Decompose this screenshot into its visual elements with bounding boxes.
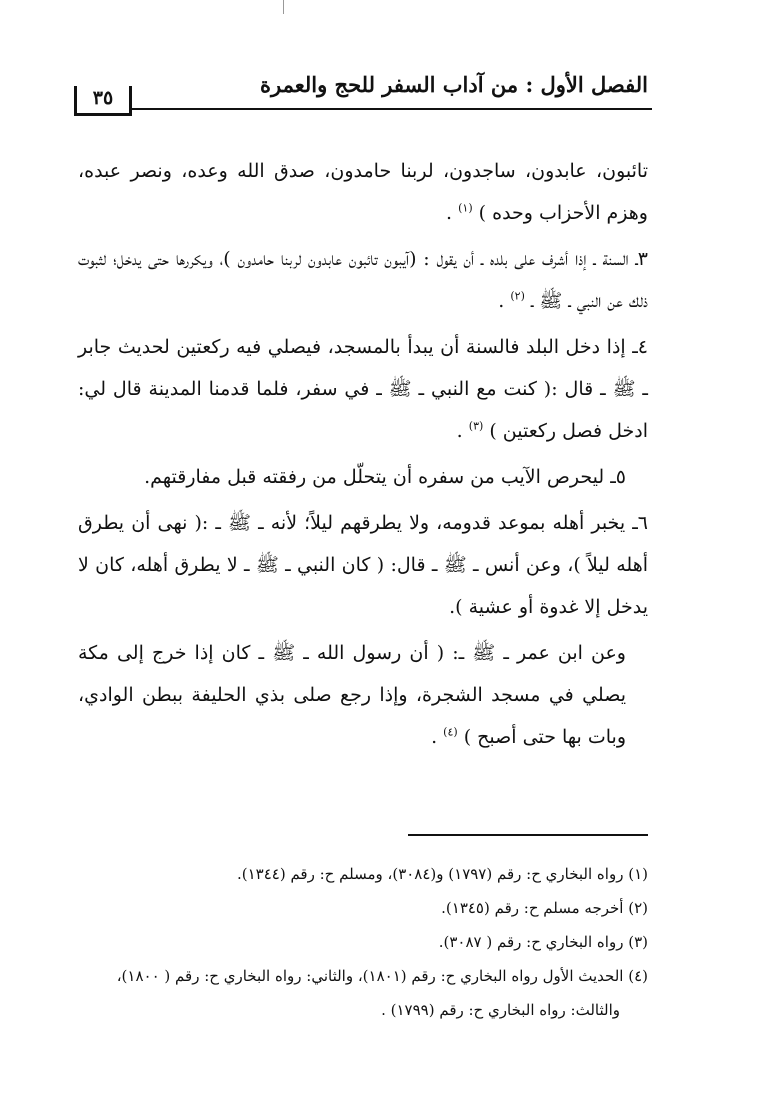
paragraph-text: وعن ابن عمر ـ ﷺ ـ: ( أن رسول الله ـ ﷺ ـ كان إذا خرج إلى مكة يصلي في مسجد الشجرة، وإذا رجع صلى بذي الحليفة ببطن الوادي، وبات بها حتى أصبح ) xyxy=(78,642,626,748)
paragraph xyxy=(78,456,648,498)
footnote-ref: (٤) xyxy=(443,725,458,739)
footnote: (٤) الحديث الأول رواه البخاري ح: رقم (١٨٠١)، والثاني: رواه البخاري ح: رقم ( ١٨٠٠)، xyxy=(116,967,648,985)
paragraph-end: . xyxy=(456,420,463,442)
paragraph-end: . xyxy=(431,726,438,748)
paragraph xyxy=(78,238,648,322)
footnote-ref: (٢) xyxy=(510,289,525,303)
paragraph xyxy=(78,326,648,452)
paragraph-text: ٥ـ ليحرص الآيب من سفره أن يتحلّل من رفقته قبل مفارقتهم. xyxy=(144,466,626,488)
footnote-continuation: والثالث: رواه البخاري ح: رقم (١٧٩٩) . xyxy=(381,1001,620,1019)
paragraph-end: . xyxy=(498,290,505,312)
footnote-ref: (٣) xyxy=(468,419,484,433)
paragraph-text: ٦ـ يخبر أهله بموعد قدومه، ولا يطرقهم ليلاً؛ لأنه ـ ﷺ ـ :( نهى أن يطرق أهله ليلاً )، وعن أنس ـ ﷺ ـ قال: ( كان النبي ـ ﷺ ـ لا يطرق أهله، كان لا يدخل إلا غدوة أو عشية ). xyxy=(78,512,648,618)
page-number-box xyxy=(74,86,132,116)
chapter-title: الفصل الأول : من آداب السفر للحج والعمرة xyxy=(259,72,648,97)
paragraph xyxy=(78,632,648,758)
paragraph-end: . xyxy=(446,202,453,224)
header-rule xyxy=(132,108,652,110)
footnote: (٣) رواه البخاري ح: رقم ( ٣٠٨٧). xyxy=(438,933,648,951)
page-header xyxy=(74,64,652,124)
scan-mark xyxy=(283,0,284,14)
page-number: ٣٥ xyxy=(92,87,114,109)
paragraph-text: ٣ـ السنة ـ إذا أشرف على بلده ـ أن يقول : (آيبون تائبون عابدون لربنا حامدون )، ويكررها حتى يدخل؛ لثبوت ذلك عن النبي ـ ﷺ ـ xyxy=(78,248,648,312)
paragraph-text: تائبون، عابدون، ساجدون، لربنا حامدون، صدق الله وعده، ونصر عبده، وهزم الأحزاب وحده ) xyxy=(78,160,648,224)
paragraph-text: ٤ـ إذا دخل البلد فالسنة أن يبدأ بالمسجد، فيصلي فيه ركعتين لحديث جابر ـ ﷺ ـ قال :( كنت مع النبي ـ ﷺ ـ في سفر، فلما قدمنا المدينة قال لي: ادخل فصل ركعتين ) xyxy=(78,336,648,442)
footnote-separator xyxy=(408,834,648,836)
footnote-ref: (١) xyxy=(458,201,473,215)
main-text xyxy=(78,150,648,762)
paragraph xyxy=(78,150,648,234)
footnotes xyxy=(70,857,648,1027)
paragraph xyxy=(78,502,648,628)
footnote: (١) رواه البخاري ح: رقم (١٧٩٧) و(٣٠٨٤)، ومسلم ح: رقم (١٣٤٤). xyxy=(236,865,648,883)
footnote: (٢) أخرجه مسلم ح: رقم (١٣٤٥). xyxy=(441,899,648,917)
